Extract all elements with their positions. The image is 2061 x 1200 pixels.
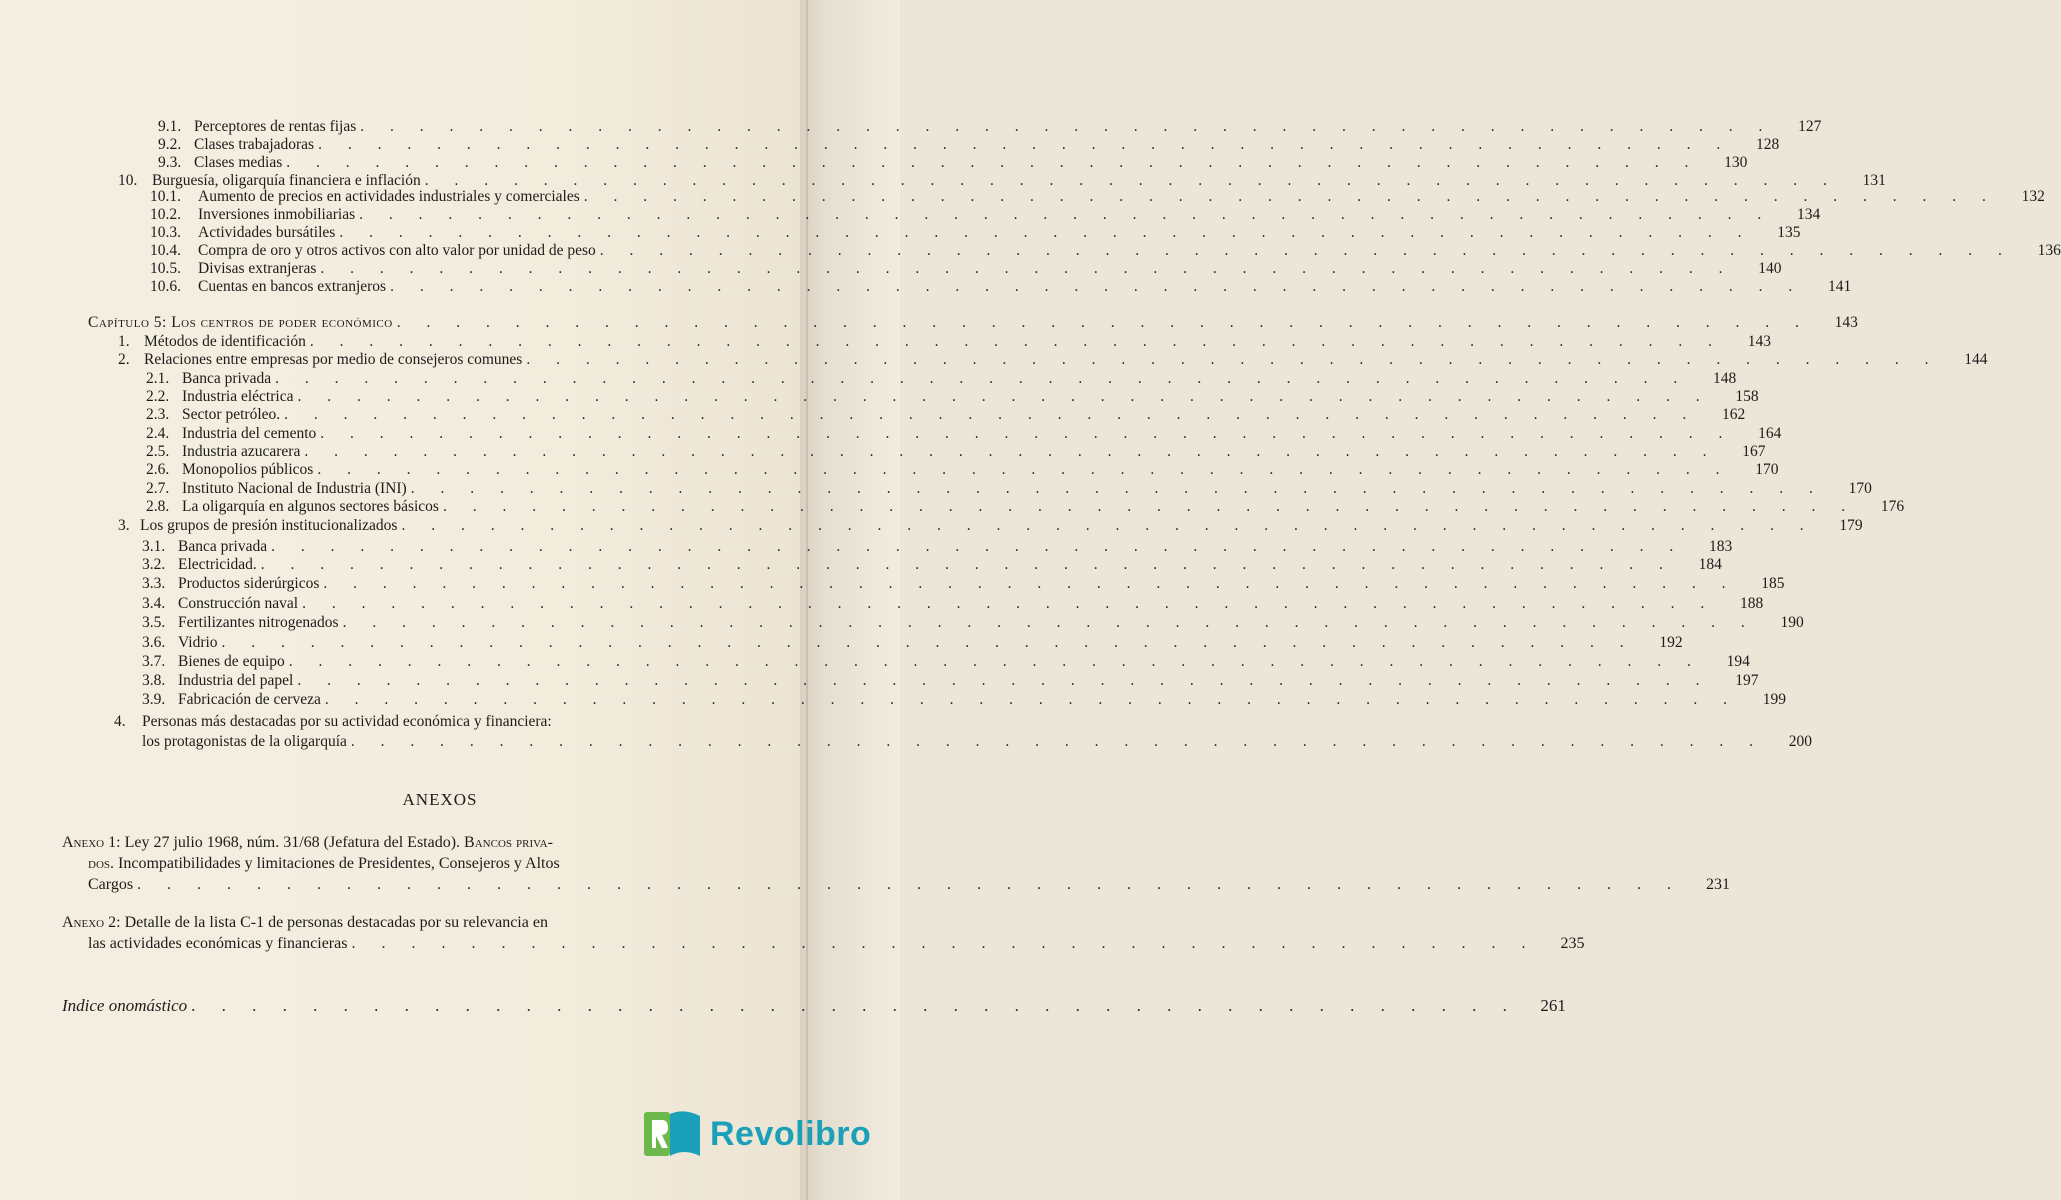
annex-1-title-sc: Bancos priva- xyxy=(464,834,553,851)
toc-entry-page: 200 xyxy=(1788,733,1813,750)
leader-dots: . . . . . . . . . . . . . . . . . . . . . . . . . . . . . . . . . . . . . . . . . . . . . . . . xyxy=(320,260,1734,277)
leader-dots: . . . . . . . . . . . . . . . . . . . . . . . . . . . . . . . . . . . . . . . . . . . . . . . . xyxy=(297,388,1711,405)
toc-entry-number: 2. xyxy=(118,351,130,368)
leader-dots: . . . . . . . . . . . . . . . . . . . . . . . . . . . . . . . . . . . . . . . . . . . . . . . . xyxy=(286,154,1700,171)
annex-2-label: Anexo 2: xyxy=(62,914,121,931)
toc-entry-number: 3.5. xyxy=(142,614,166,631)
toc-entry-number: 3.7. xyxy=(142,653,166,670)
toc-entry xyxy=(114,713,794,731)
toc-entry-number: 4. xyxy=(114,713,126,730)
toc-entry-title: Industria del cemento xyxy=(182,425,317,442)
toc-entry-page: 194 xyxy=(1726,653,1750,670)
leader-dots: . . . . . . . . . . . . . . . . . . . . . . . . . . . . . . . . . . . . . . . . . . . . . . . . xyxy=(401,517,1815,534)
toc-entry xyxy=(142,595,1764,613)
toc-entry-number: 2.5. xyxy=(146,443,170,460)
toc-entry-number: 3.2. xyxy=(142,556,166,573)
toc-entry-title: Sector petróleo. xyxy=(182,406,281,423)
toc-entry-number: 3.4. xyxy=(142,595,166,612)
toc-entry-page: 140 xyxy=(1758,260,1782,277)
leader-dots: . . . . . . . . . . . . . . . . . . . . . . . . . . . . . . . . . . . . . . . . . . . . . . . . xyxy=(221,634,1635,651)
toc-entry-page: 179 xyxy=(1839,517,1863,534)
book-logo-icon xyxy=(640,1104,704,1164)
toc-entry xyxy=(142,691,1786,709)
leader-dots: . . . . . . . . . . . . . . . . . . . . . . . . . . . . . . . . . . . . . . . . . . . . . . . . xyxy=(360,118,1774,135)
toc-entry-title: Industria azucarera xyxy=(182,443,301,460)
leader-dots: . . . . . . . . . . . . . . . . . . . . . . . . . . . . . . . . . . . . . . . . . . . . . . . . xyxy=(271,538,1685,555)
toc-entry xyxy=(142,733,1813,751)
leader-dots: . . . . . . . . . . . . . . . . . . . . . . . . . . . . . . . . . . . . . . . . . . . . . . . . xyxy=(390,278,1804,295)
toc-entry-number: 3.9. xyxy=(142,691,166,708)
leader-dots: . . . . . . . . . . . . . . . . . . . . . . . . . . . . . . . . . . . . . . . . . . . . . . . . xyxy=(260,556,1674,573)
toc-entry-title: Banca privada xyxy=(178,538,268,555)
toc-entry xyxy=(142,538,1733,556)
leader-dots: . . . . . . . . . . . . . . . . . . . . . . . . . . . . . . . . . . . . . . . . . . . . . . . . xyxy=(302,595,1716,612)
toc-entry-page: 128 xyxy=(1755,136,1780,153)
leader-dots: . . . . . . . . . . . . . . . . . . . . . . . . . . . . . . . . . . . . . . . . . . . . . . . . xyxy=(323,575,1737,592)
toc-entry-page: 130 xyxy=(1724,154,1748,171)
annex-2-entry xyxy=(62,912,1585,954)
toc-entry xyxy=(150,278,1852,296)
toc-entry-title: Relaciones entre empresas por medio de consejeros comunes xyxy=(144,351,523,368)
leader-dots: . . . . . . . . . . . . . . . . . . . . . . . . . . . . . . . . . . . . . . . . . . . . . . . . . . . . xyxy=(137,876,1683,893)
leader-dots: . . . . . . . . . . . . . . . . . . . . . . . . . . . . . . . . . . . . . . . . . . . . . . . . xyxy=(317,461,1731,478)
leader-dots: . . . . . . . . . . . . . . . . . . . . . . . . . . . . . . . . . . . . . . . . . . . . . . . . xyxy=(297,672,1711,689)
toc-entry-number: 2.7. xyxy=(146,480,170,497)
toc-entry-page: 132 xyxy=(2021,188,2045,205)
toc-entry xyxy=(118,517,1863,535)
annex-2-page: 235 xyxy=(1560,935,1585,952)
toc-entry-number: 2.8. xyxy=(146,498,170,515)
leader-dots: . . . . . . . . . . . . . . . . . . . . . . . . . . . . . . . . . . . . . . . . . . . . . . . . xyxy=(309,333,1723,350)
toc-entry-title: La oligarquía en algunos sectores básicos xyxy=(182,498,439,515)
toc-entry-title: Clases medias xyxy=(194,154,283,171)
toc-entry xyxy=(146,406,1746,424)
toc-entry-number: 9.3. xyxy=(158,154,182,171)
toc-entry-number: 10.5. xyxy=(150,260,181,277)
leader-dots: . . . . . . . . . . . . . . . . . . . . . . . . . . . . . . . . . . . . . . . . . . . . . . . . xyxy=(339,224,1753,241)
toc-entry-title: Industria del papel xyxy=(178,672,294,689)
toc-entry xyxy=(146,443,1766,461)
toc-entry-number: 10. xyxy=(118,172,138,189)
toc-entry-number: 2.2. xyxy=(146,388,170,405)
toc-entry xyxy=(142,614,1804,632)
toc-entry-number: 3.6. xyxy=(142,634,166,651)
toc-entry-page: 184 xyxy=(1698,556,1722,573)
toc-entry-page: 164 xyxy=(1758,425,1782,442)
watermark-brand: Revolibro xyxy=(710,1114,872,1153)
toc-entry-title: Personas más destacadas por su actividad económica y financiera: xyxy=(142,713,552,730)
chapter-title: Capítulo 5: Los centros de poder económico xyxy=(88,314,393,331)
leader-dots: . . . . . . . . . . . . . . . . . . . . . . . . . . . . . . . . . . . . . . . . . . . . . . . . xyxy=(324,691,1738,708)
annex-1-label: Anexo 1: xyxy=(62,834,121,851)
toc-entry-page: 135 xyxy=(1777,224,1801,241)
toc-entry xyxy=(146,461,1779,479)
toc-entry-number: 3.1. xyxy=(142,538,166,555)
toc-entry-number: 9.1. xyxy=(158,118,182,135)
toc-entry xyxy=(158,154,1748,172)
watermark-logo xyxy=(640,1104,890,1164)
annex-1-subtitle: Incompatibilidades y limitaciones de Presidentes, Consejeros y Altos xyxy=(118,855,560,872)
toc-entry-title: Métodos de identificación xyxy=(144,333,306,350)
toc-entry xyxy=(146,480,1872,498)
toc-entry-page: 131 xyxy=(1862,172,1886,189)
toc-entry-page: 143 xyxy=(1834,314,1858,331)
toc-entry-title: Inversiones inmobiliarias xyxy=(198,206,356,223)
toc-entry-number: 3. xyxy=(118,517,130,534)
annex-2-title-end: las actividades económicas y financieras xyxy=(88,935,348,952)
toc-entry-page: 199 xyxy=(1762,691,1786,708)
toc-entry-title: Banca privada xyxy=(182,370,272,387)
toc-entry-page: 127 xyxy=(1798,118,1822,135)
toc-entry-number: 10.2. xyxy=(150,206,181,223)
toc-entry-page: 143 xyxy=(1747,333,1771,350)
toc-entry xyxy=(146,425,1782,443)
toc-entry-title: Los grupos de presión institucionalizados xyxy=(140,517,398,534)
leader-dots: . . . . . . . . . . . . . . . . . . . . . . . . . . . . . . . . . . . . . . . . . . . . . . . . xyxy=(359,206,1773,223)
toc-entry-title: Construcción naval xyxy=(178,595,299,612)
toc-entry-page: 190 xyxy=(1780,614,1804,631)
leader-dots: . . . . . . . . . . . . . . . . . . . . . . . . . . . . . . . . . . . . . . . . . . . . . . . . xyxy=(304,443,1718,460)
toc-entry-title: Perceptores de rentas fijas xyxy=(194,118,357,135)
toc-entry-number: 2.4. xyxy=(146,425,170,442)
toc-entry xyxy=(150,206,1821,224)
leader-dots: . . . . . . . . . . . . . . . . . . . . . . . . . . . . . . . . . . . . . . . . . . . . . . . . xyxy=(288,653,1702,670)
toc-entry-page: 197 xyxy=(1735,672,1759,689)
toc-entry-title: Clases trabajadoras xyxy=(194,136,315,153)
toc-entry-title: Actividades bursátiles xyxy=(198,224,336,241)
annex-1-title-sc-2: dos. xyxy=(88,855,115,872)
toc-entry xyxy=(146,388,1759,406)
toc-entry xyxy=(146,498,1905,516)
annex-1-title: Ley 27 julio 1968, núm. 31/68 (Jefatura del Estado). xyxy=(124,834,461,851)
toc-entry xyxy=(150,242,2061,260)
annex-1-page: 231 xyxy=(1706,876,1731,893)
leader-dots: . . . . . . . . . . . . . . . . . . . . . . . . . . . . . . . . . . . . . . . . . . . . . . . . xyxy=(599,242,2013,259)
toc-entry xyxy=(146,370,1737,388)
toc-entry xyxy=(158,136,1780,154)
toc-entry-page: 188 xyxy=(1739,595,1764,612)
toc-entry-page: 148 xyxy=(1712,370,1737,387)
toc-entry-title: Compra de oro y otros activos con alto valor por unidad de peso xyxy=(198,242,596,259)
toc-entry-number: 9.2. xyxy=(158,136,182,153)
toc-entry xyxy=(118,351,1988,369)
leader-dots: . . . . . . . . . . . . . . . . . . . . . . . . . . . . . . . . . . . . . . . . . . . . . . . . xyxy=(442,498,1857,515)
leader-dots: . . . . . . . . . . . . . . . . . . . . . . . . . . . . . . . . . . . . . . . . . . . . . . . . xyxy=(396,314,1810,331)
toc-entry-page: 185 xyxy=(1761,575,1785,592)
toc-entry-page: 136 xyxy=(2037,242,2061,259)
toc-entry-title: Instituto Nacional de Industria (INI) xyxy=(182,480,407,497)
toc-entry-title: Cuentas en bancos extranjeros xyxy=(198,278,387,295)
leader-dots: . . . . . . . . . . . . . . . . . . . . . . . . . . . . . . . . . . . . . . . . xyxy=(351,935,1537,952)
index-title: Indice onomástico xyxy=(62,996,188,1015)
toc-entry xyxy=(88,314,1858,332)
toc-entry xyxy=(118,333,1771,351)
toc-entry-title: Vidrio xyxy=(178,634,218,651)
toc-entry-page: 170 xyxy=(1755,461,1779,478)
leader-dots: . . . . . . . . . . . . . . . . . . . . . . . . . . . . . . . . . . . . . . . . . . . . . . . . xyxy=(284,406,1698,423)
toc-entry-page: 162 xyxy=(1722,406,1746,423)
index-page: 261 xyxy=(1540,996,1566,1015)
leader-dots: . . . . . . . . . . . . . . . . . . . . . . . . . . . . . . . . . . . . . . . . . . . . . . . . xyxy=(583,188,1997,205)
toc-entry-title: Fabricación de cerveza xyxy=(178,691,321,708)
toc-entry xyxy=(150,188,2045,206)
toc-entry-title: Monopolios públicos xyxy=(182,461,314,478)
toc-entry-number: 2.1. xyxy=(146,370,170,387)
toc-entry-number: 2.6. xyxy=(146,461,170,478)
leader-dots: . . . . . . . . . . . . . . . . . . . . . . . . . . . . . . . . . . . . . . . . . . . . . . . . xyxy=(526,351,1940,368)
toc-entry-number: 1. xyxy=(118,333,130,350)
toc-entry-page: 192 xyxy=(1659,634,1683,651)
toc-entry-title: Burguesía, oligarquía financiera e inflación xyxy=(152,172,421,189)
toc-entry xyxy=(150,224,1801,242)
toc-entry-number: 3.8. xyxy=(142,672,166,689)
annexes-heading: ANEXOS xyxy=(402,790,478,809)
toc-entry-title: Electricidad. xyxy=(178,556,257,573)
leader-dots: . . . . . . . . . . . . . . . . . . . . . . . . . . . . . . . . . . . . . . . . . . . . . . . . xyxy=(318,136,1732,153)
annex-2-title: Detalle de la lista C-1 de personas destacadas por su relevancia en xyxy=(124,914,548,931)
leader-dots: . . . . . . . . . . . . . . . . . . . . . . . . . . . . . . . . . . . . . . . . . . . . . . . . xyxy=(424,172,1838,189)
toc-entry-number: 2.3. xyxy=(146,406,170,423)
toc-entry-number: 10.4. xyxy=(150,242,181,259)
toc-entry xyxy=(142,672,1759,690)
toc-entry-title: Industria eléctrica xyxy=(182,388,294,405)
toc-entry-page: 183 xyxy=(1708,538,1733,555)
toc-entry-page: 167 xyxy=(1742,443,1766,460)
toc-entry-number: 10.3. xyxy=(150,224,181,241)
leader-dots: . . . . . . . . . . . . . . . . . . . . . . . . . . . . . . . . . . . . . . . . . . . . . . . . xyxy=(410,480,1824,497)
toc-entry xyxy=(142,634,1683,652)
leader-dots: . . . . . . . . . . . . . . . . . . . . . . . . . . . . . . . . . . . . . . . . . . . . . . . . xyxy=(275,370,1689,387)
leader-dots: . . . . . . . . . . . . . . . . . . . . . . . . . . . . . . . . . . . . . . . . . . . . . . . . xyxy=(350,733,1765,750)
toc-entry xyxy=(150,260,1782,278)
leader-dots: . . . . . . . . . . . . . . . . . . . . . . . . . . . . . . . . . . . . . . . . . . . . . . . . xyxy=(320,425,1734,442)
toc-entry-title: Divisas extranjeras xyxy=(198,260,317,277)
toc-entry-title: Fertilizantes nitrogenados xyxy=(178,614,339,631)
toc-entry-title: Productos siderúrgicos xyxy=(178,575,320,592)
toc-entry-title: Bienes de equipo xyxy=(178,653,285,670)
toc-entry xyxy=(142,556,1722,574)
toc-entry xyxy=(142,653,1750,671)
annex-1-entry xyxy=(62,832,1731,895)
toc-entry-page: 141 xyxy=(1827,278,1852,295)
toc-entry-number: 10.1. xyxy=(150,188,181,205)
leader-dots: . . . . . . . . . . . . . . . . . . . . . . . . . . . . . . . . . . . . . . . . . . . . . . . . xyxy=(342,614,1756,631)
annex-1-subtitle-end: Cargos xyxy=(88,876,134,893)
toc-entry-page: 144 xyxy=(1964,351,1988,368)
toc-entry-page: 170 xyxy=(1848,480,1872,497)
toc-entry-number: 3.3. xyxy=(142,575,166,592)
toc-entry xyxy=(142,575,1785,593)
toc-entry-title: Aumento de precios en actividades industriales y comerciales xyxy=(198,188,580,205)
toc-entry-page: 176 xyxy=(1880,498,1905,515)
toc-entry xyxy=(158,118,1822,136)
toc-entry-page: 158 xyxy=(1735,388,1759,405)
toc-entry-page: 134 xyxy=(1797,206,1821,223)
toc-entry-title: los protagonistas de la oligarquía xyxy=(142,733,347,750)
toc-entry-number: 10.6. xyxy=(150,278,181,295)
leader-dots: . . . . . . . . . . . . . . . . . . . . . . . . . . . . . . . . . . . . . . . . . . . . xyxy=(191,996,1518,1015)
index-entry xyxy=(62,996,1566,1016)
